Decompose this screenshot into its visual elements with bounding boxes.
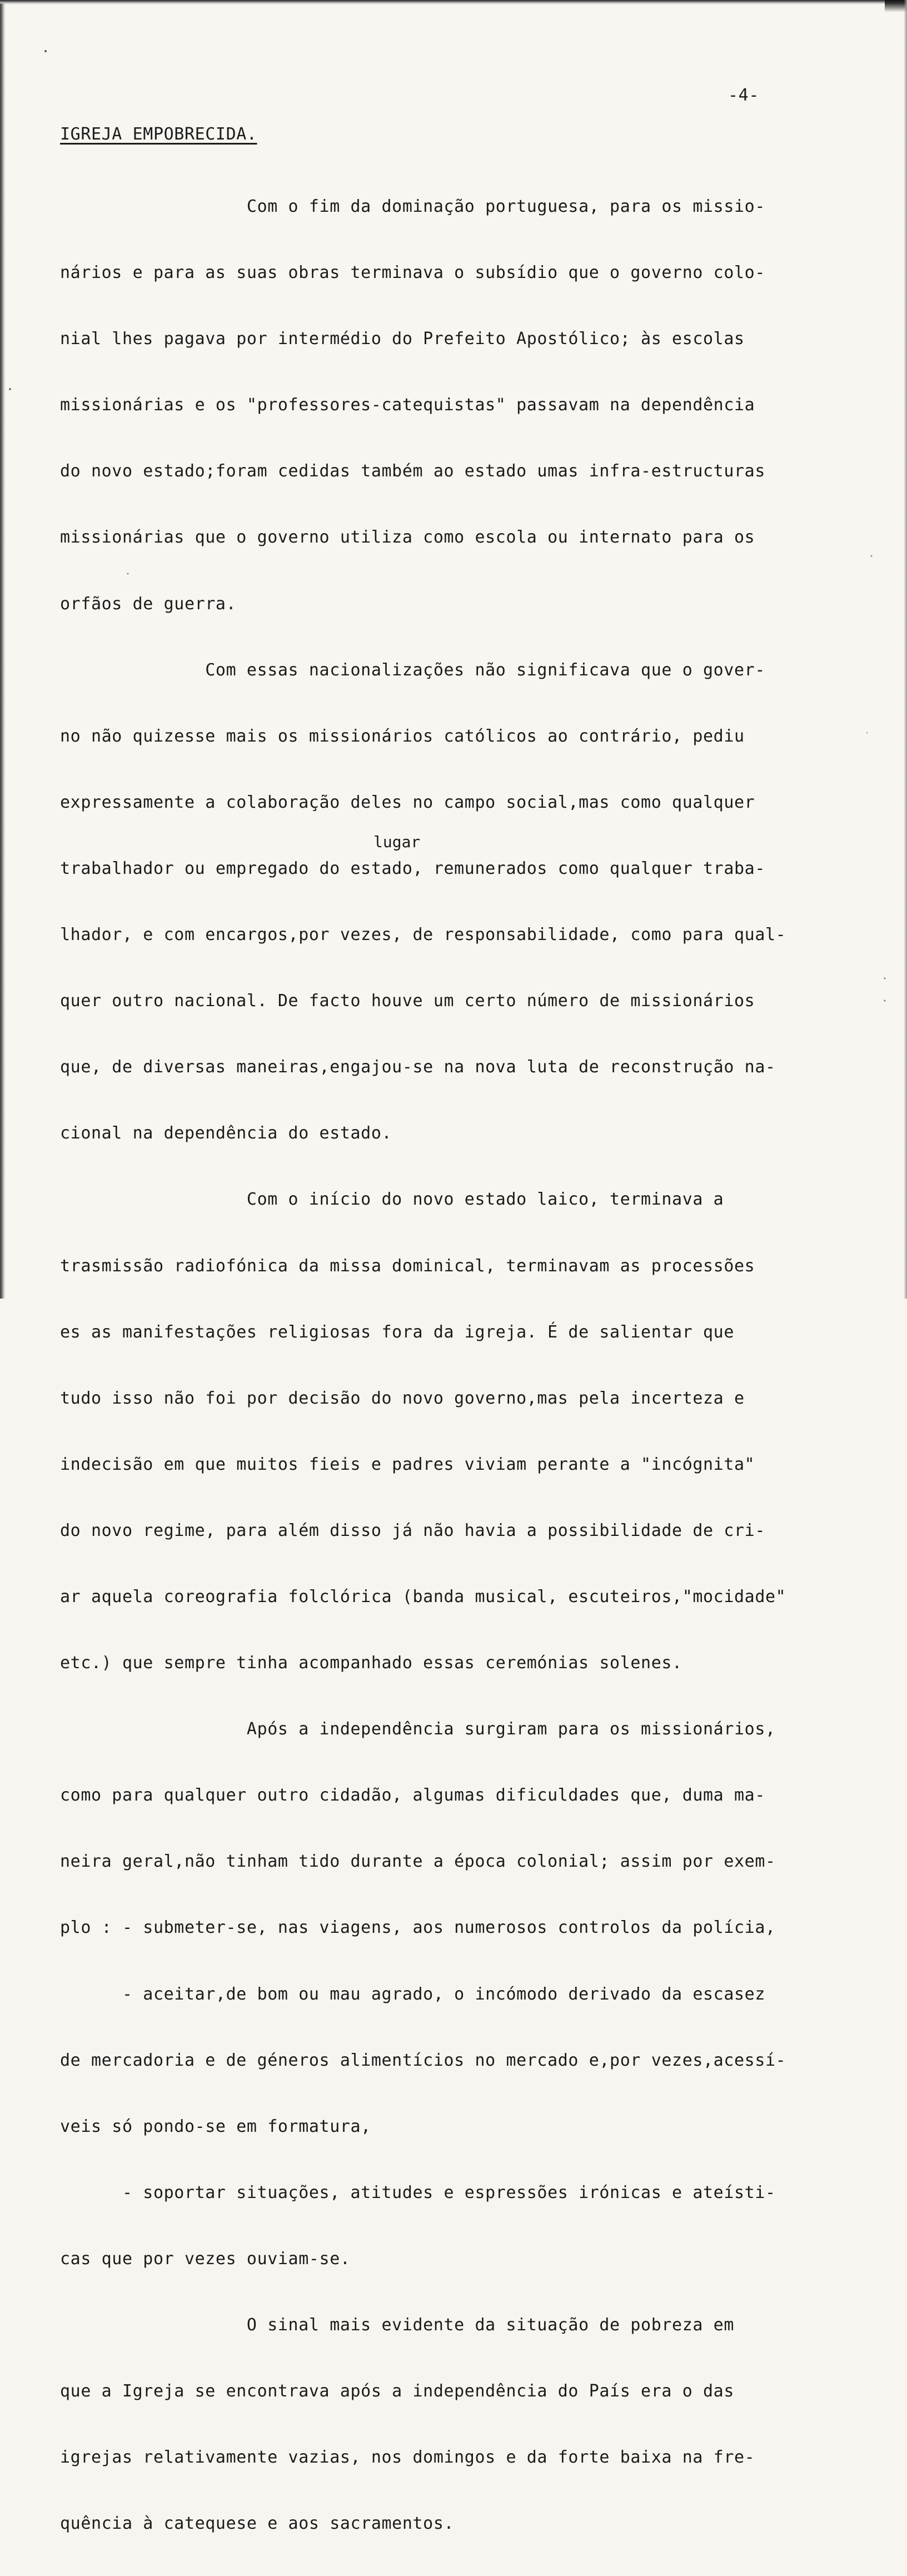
section-heading: IGREJA EMPOBRECIDA. — [60, 125, 257, 144]
text-line: es as manifestações religiosas fora da igreja. É de salientar que — [60, 1322, 734, 1342]
text-line: quência à catequese e aos sacramentos. — [60, 2514, 455, 2534]
text-line: orfãos de guerra. — [60, 594, 237, 614]
text-line: veis só pondo-se em formatura, — [60, 2116, 371, 2136]
text-line: que, de diversas maneiras,engajou-se na nova luta de reconstrução na- — [60, 1057, 776, 1077]
text-line: etc.) que sempre tinha acompanhado essas ceremónias solenes. — [60, 1653, 682, 1673]
scan-right-edge — [904, 0, 907, 1299]
text-line: neira geral,não tinham tido durante a época colonial; assim por exem- — [60, 1852, 776, 1872]
text-line: trasmissão radiofónica da missa dominical, terminavam as processões — [60, 1256, 755, 1276]
interlinear-correction: lugar — [373, 833, 421, 851]
text-line: expressamente a colaboração deles no campo social,mas como qualquer — [60, 792, 755, 812]
text-line: - aceitar,de bom ou mau agrado, o incómodo derivado da escasez — [60, 1984, 765, 2004]
text-line: O sinal mais evidente da situação de pobreza em — [60, 2315, 734, 2335]
text-line: como para qualquer outro cidadão, algumas dificuldades que, duma ma- — [60, 1786, 765, 1806]
text-line: cas que por vezes ouviam-se. — [60, 2249, 351, 2269]
text-line: nários e para as suas obras terminava o subsídio que o governo colo- — [60, 263, 765, 283]
text-line: igrejas relativamente vazias, nos domingos e da forte baixa na fre- — [60, 2448, 755, 2468]
text-line: - soportar situações, atitudes e espressões irónicas e ateísti- — [60, 2182, 776, 2202]
text-line: indecisão em que muitos fieis e padres viviam perante a "incógnita" — [60, 1454, 755, 1474]
text-line: Com o início do novo estado laico, terminava a — [60, 1190, 724, 1210]
text-line: lhador, e com encargos,por vezes, de responsabilidade, como para qual- — [60, 925, 786, 945]
text-line: tudo isso não foi por decisão do novo governo,mas pela incerteza e — [60, 1388, 745, 1408]
text-line: trabalhador ou empregado do estado, remunerados como qualquer traba- — [60, 858, 765, 878]
text-line: nial lhes pagava por intermédio do Prefeito Apostólico; às escolas — [60, 329, 745, 349]
text-line: plo : - submeter-se, nas viagens, aos numerosos controlos da polícia, — [60, 1918, 776, 1938]
text-line: Após a independência surgiram para os missionários, — [60, 1719, 776, 1739]
text-line: Com o fim da dominação portuguesa, para os missio- — [60, 197, 765, 216]
text-line: Com essas nacionalizações não significava que o gover- — [60, 660, 765, 680]
text-line: missionárias que o governo utiliza como escola ou internato para os — [60, 528, 755, 548]
body-text — [60, 154, 866, 2576]
scan-left-edge — [0, 0, 6, 1299]
text-line: ar aquela coreografia folclórica (banda musical, escuteiros,"mocidade" — [60, 1587, 786, 1607]
page-number: -4- — [728, 86, 759, 105]
text-line: de mercadoria e de géneros alimentícios no mercado e,por vezes,acessí- — [60, 2050, 786, 2070]
text-line: quer outro nacional. De facto houve um certo número de missionários — [60, 991, 755, 1011]
text-line: do novo regime, para além disso já não havia a possibilidade de cri- — [60, 1520, 765, 1540]
text-line: cional na dependência do estado. — [60, 1123, 392, 1143]
text-line: que a Igreja se encontrava após a independência do País era o das — [60, 2381, 734, 2401]
scan-top-edge — [0, 0, 907, 4]
text-line: no não quizesse mais os missionários católicos ao contrário, pediu — [60, 726, 745, 746]
text-line: do novo estado;foram cedidas também ao estado umas infra-estructuras — [60, 461, 765, 481]
text-line: missionárias e os "professores-catequistas" passavam na dependência — [60, 395, 755, 415]
